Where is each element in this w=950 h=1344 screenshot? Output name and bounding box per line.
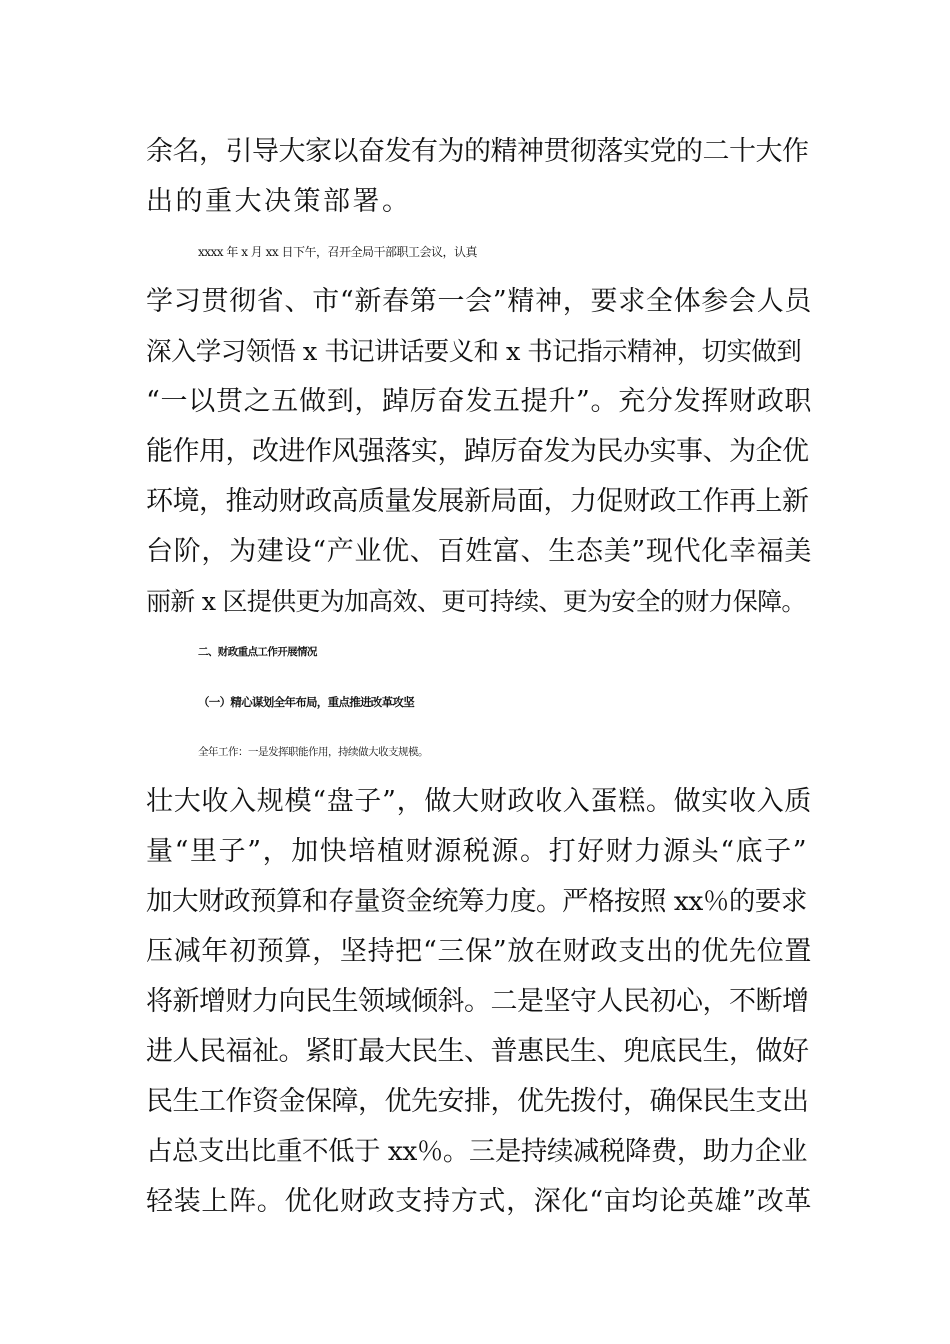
paragraph-line: 占总支出比重不低于 xx％。三是持续减税降费，助力企业 xyxy=(146,1136,807,1167)
paragraph-line: 台阶，为建设“产业优、百姓富、生态美”现代化幸福美 xyxy=(146,536,813,567)
paragraph-line: 将新增财力向民生领域倾斜。二是坚守人民初心，不断增 xyxy=(146,986,809,1017)
paragraph-line: 能作用，改进作风强落实，踔厉奋发为民办实事、为企优 xyxy=(146,436,809,467)
paragraph-line: 民生工作资金保障，优先安排，优先拨付，确保民生支出 xyxy=(146,1086,809,1117)
paragraph-line: 进人民福祉。紧盯最大民生、普惠民生、兜底民生，做好 xyxy=(146,1036,809,1067)
paragraph-line: 学习贯彻省、市“新春第一会”精神，要求全体参会人员 xyxy=(146,286,813,317)
paragraph-line: 壮大收入规模“盘子”，做大财政收入蛋糕。做实收入质 xyxy=(146,786,813,817)
paragraph-line: 加大财政预算和存量资金统筹力度。严格按照 xx％的要求 xyxy=(146,886,807,917)
subsection-heading: （一）精心谋划全年布局，重点推进改革攻坚 xyxy=(198,695,414,709)
paragraph-line: 轻装上阵。优化财政支持方式，深化“亩均论英雄”改革 xyxy=(146,1186,813,1217)
paragraph-line: 全年工作：一是发挥职能作用，持续做大收支规模。 xyxy=(198,746,428,758)
paragraph-line: 压减年初预算，坚持把“三保”放在财政支出的优先位置 xyxy=(146,936,813,967)
paragraph-line: “一以贯之五做到，踔厉奋发五提升”。充分发挥财政职 xyxy=(146,386,813,417)
paragraph-line: 出的重大决策部署。 xyxy=(146,186,412,217)
paragraph-line: 环境，推动财政高质量发展新局面，力促财政工作再上新 xyxy=(146,486,809,517)
paragraph-line: 余名，引导大家以奋发有为的精神贯彻落实党的二十大作 xyxy=(146,136,809,167)
paragraph-line: 量“里子”，加快培植财源税源。打好财力源头“底子” xyxy=(146,836,809,867)
paragraph-line: 丽新 x 区提供更为加高效、更可持续、更为安全的财力保障。 xyxy=(146,587,806,616)
paragraph-line: xxxx 年 x 月 xx 日下午，召开全局干部职工会议，认真 xyxy=(198,245,477,259)
paragraph-line: 深入学习领悟 x 书记讲话要义和 x 书记指示精神，切实做到 xyxy=(146,337,802,367)
section-heading: 二、财政重点工作开展情况 xyxy=(198,646,317,658)
